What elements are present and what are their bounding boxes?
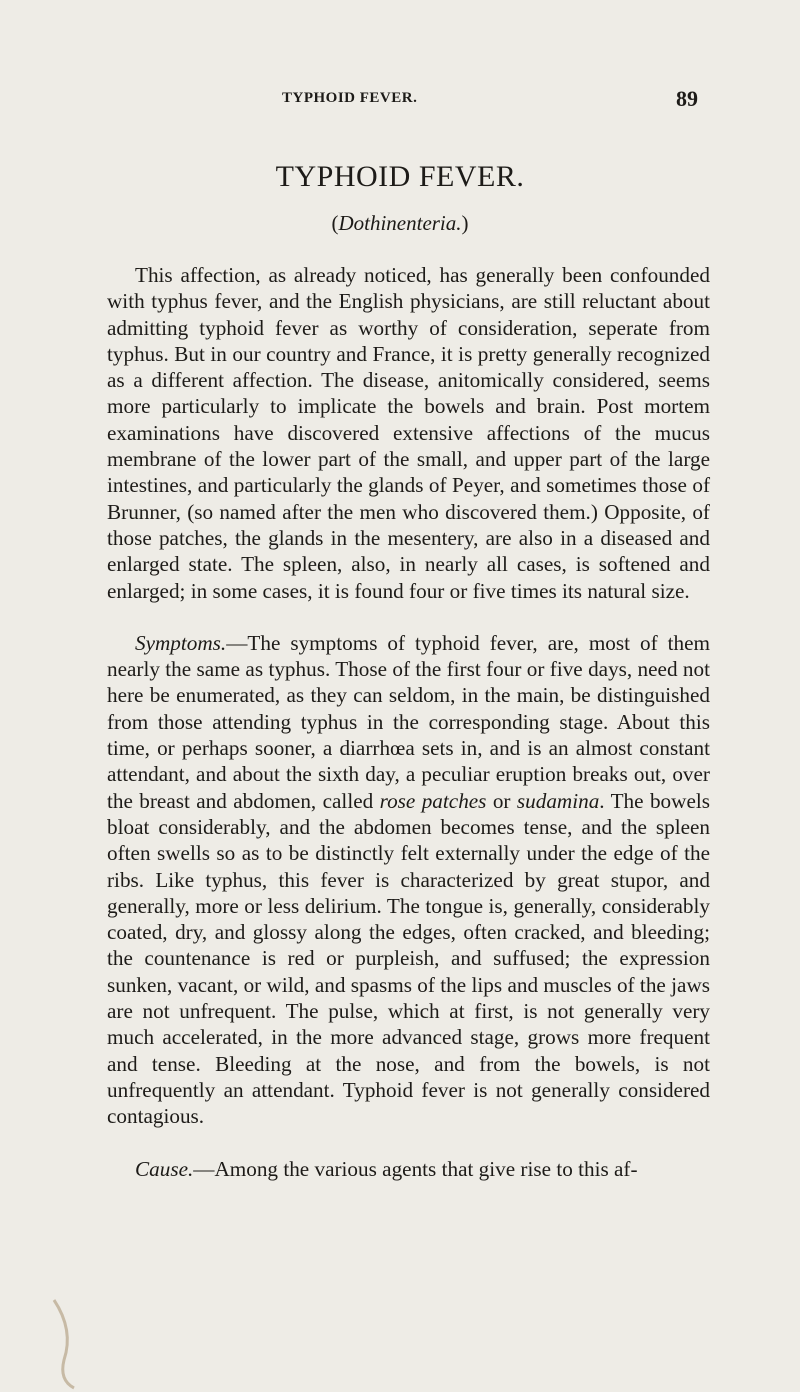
subtitle-close-paren: ) <box>461 211 469 235</box>
symptoms-text-1: —The symptoms of typhoid fever, are, most of them nearly the same as typhus. Those of the first four or five days, need not here be enumerated, as they can seldom, in the main, be distinguished from those attending typhus in the corresponding stage. About this time, or perhaps sooner, a diarrhœa sets in, and is an almost constant attendant, and about the sixth day, a peculiar eruption breaks out, over the breast and abdomen, called <box>107 630 710 813</box>
chapter-subtitle <box>0 211 800 236</box>
subtitle-text: Dothinenteria. <box>338 211 462 235</box>
cause-heading: Cause. <box>135 1156 194 1181</box>
cause-paragraph <box>107 1156 710 1182</box>
running-head <box>0 86 800 111</box>
symptoms-or: or <box>486 788 517 813</box>
term-rose-patches: rose patches <box>379 788 487 813</box>
body-text <box>107 262 710 1182</box>
intro-paragraph: This affection, as already noticed, has generally been confounded with typhus fever, and the English physicians, are still reluctant about admitting typhoid fever as worthy of consideration, seperate from typhus. But in our country and France, it is pretty generally recognized as a different affection. The disease, anitomically considered, seems more particularly to implicate the bowels and brain. Post mortem examinations have discovered extensive affections of the mucus membrane of the lower part of the small, and upper part of the large intestines, and particularly the glands of Peyer, and sometimes those of Brunner, (so named after the men who discovered them.) Opposite, of those patches, the glands in the mesentery, are also in a diseased and enlarged state. The spleen, also, in nearly all cases, is softened and enlarged; in some cases, it is found four or five times its natural size. <box>107 263 710 603</box>
term-sudamina: sudamina <box>516 788 600 813</box>
symptoms-heading: Symptoms. <box>135 630 227 655</box>
paper-stain-mark <box>44 1290 104 1390</box>
symptoms-paragraph <box>107 630 710 1130</box>
page-number: 89 <box>676 86 698 111</box>
cause-text: —Among the various agents that give rise to this af- <box>193 1156 638 1181</box>
chapter-title: TYPHOID FEVER. <box>275 160 525 193</box>
subtitle-open-paren: ( <box>331 211 339 235</box>
running-title: TYPHOID FEVER. <box>282 90 418 106</box>
symptoms-text-2: . The bowels bloat considerably, and the abdomen becomes tense, and the spleen often swells so as to be distinctly felt externally under the edge of the ribs. Like typhus, this fever is characterized by great stupor, and generally, more or less delirium. The tongue is, generally, considerably coated, dry, and glossy along the edges, often cracked, and bleeding; the countenance is red or purpleish, and suffused; the expression sunken, vacant, or wild, and spasms of the lips and muscles of the jaws are not unfrequent. The pulse, which at first, is not generally very much accelerated, in the more advanced stage, grows more frequent and tense. Bleeding at the nose, and from the bowels, is not unfrequently an attendant. Typhoid fever is not generally considered contagious. <box>107 788 710 1129</box>
